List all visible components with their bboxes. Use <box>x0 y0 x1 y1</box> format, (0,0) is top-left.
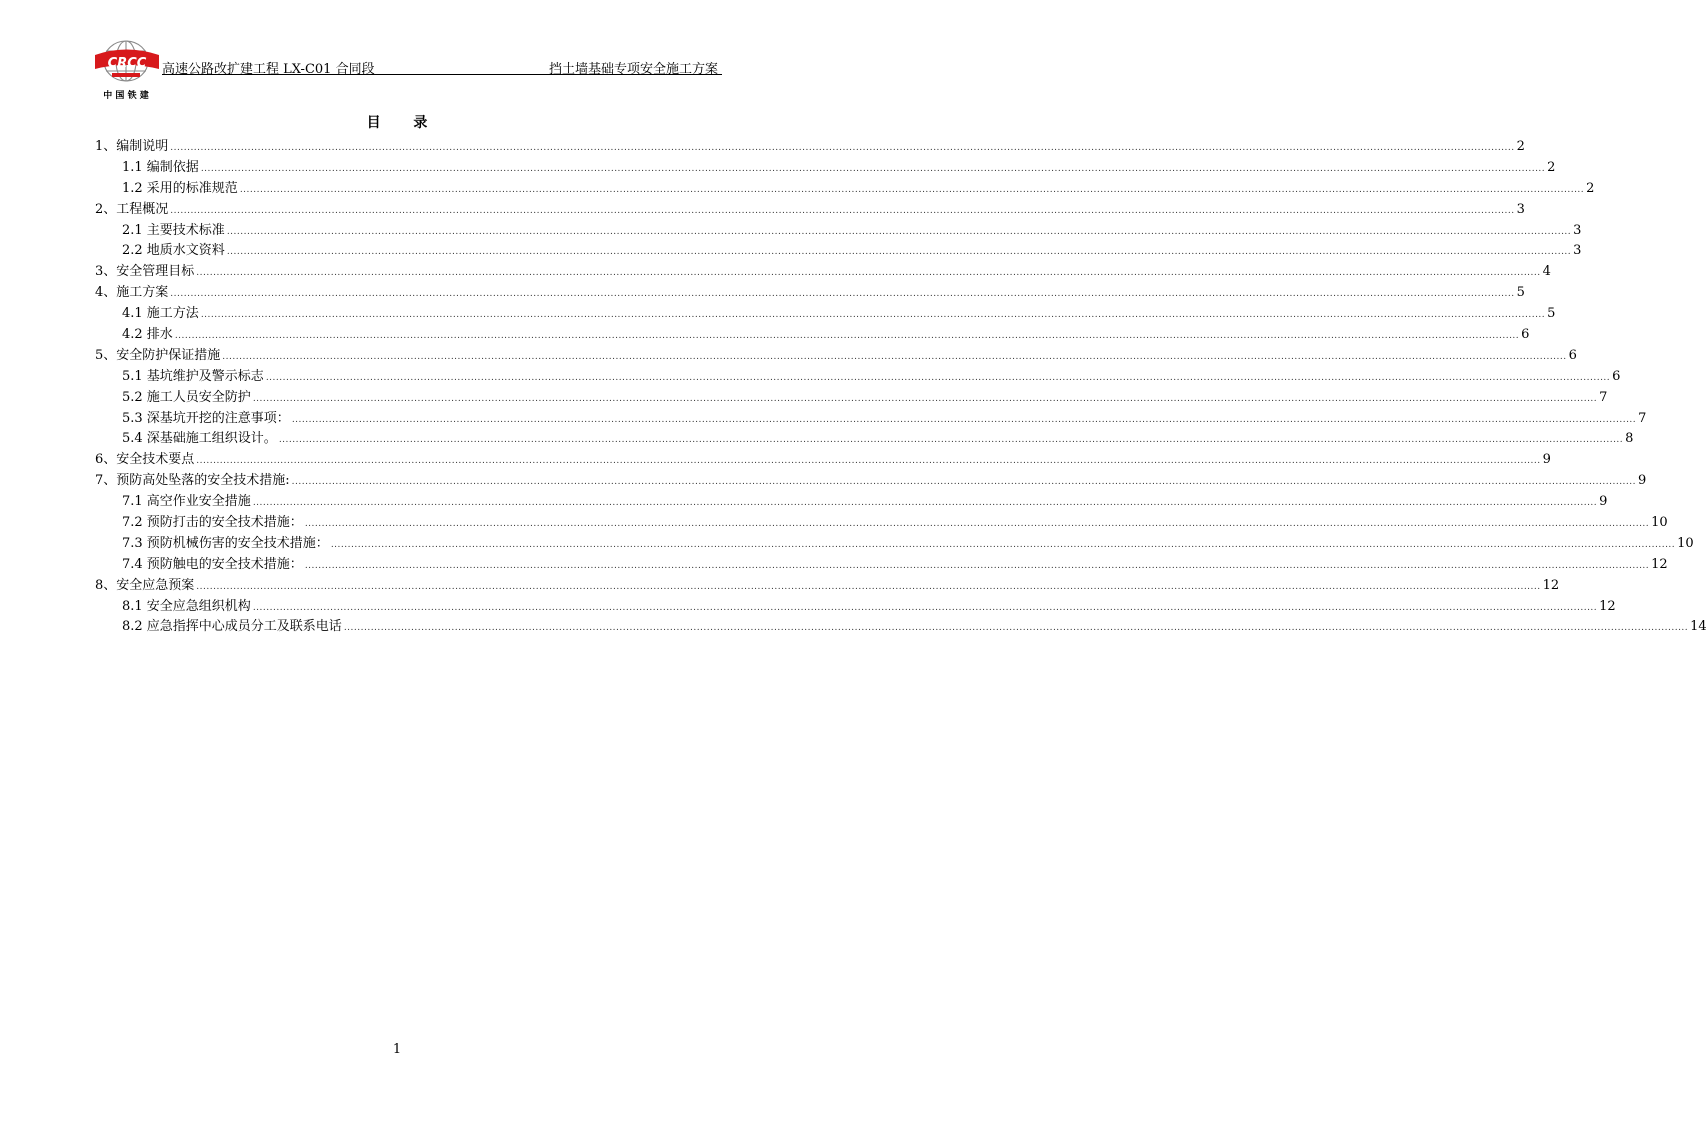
toc-entry-page: 3 <box>1573 222 1582 238</box>
toc-entry-title: 7.2 预防打击的安全技术措施： <box>122 515 303 531</box>
header-divider <box>162 74 722 75</box>
toc-entry-page: 8 <box>1625 431 1634 447</box>
toc-dot-leader: ................................................................................................................................................................................................................................................................................................................................................................................................................ <box>304 560 1650 571</box>
toc-entry-title: 1.1 编制依据 <box>122 159 199 175</box>
toc-entry-title: 5.2 施工人员安全防护 <box>122 389 251 405</box>
logo-text: CRCC <box>107 56 147 71</box>
table-of-contents <box>95 137 1707 638</box>
toc-entry-title: 5、安全防护保证措施 <box>95 347 221 363</box>
toc-entry[interactable] <box>95 388 1608 409</box>
toc-entry[interactable] <box>95 555 1668 576</box>
toc-entry-page: 12 <box>1599 598 1616 614</box>
toc-entry-title: 7、预防高处坠落的安全技术措施: <box>95 473 290 489</box>
toc-entry-title: 4.1 施工方法 <box>122 306 199 322</box>
toc-dot-leader: ................................................................................................................................................................................................................................................................................................................................................................................................................ <box>239 184 1585 195</box>
toc-entry-page: 6 <box>1612 368 1621 384</box>
toc-entry-page: 2 <box>1516 139 1525 154</box>
toc-entry-title: 8.2 应急指挥中心成员分工及联系电话 <box>122 619 342 635</box>
toc-entry-title: 7.1 高空作业安全措施 <box>122 494 251 510</box>
toc-entry[interactable] <box>95 513 1668 534</box>
page-number: 1 <box>392 1042 402 1057</box>
toc-entry-page: 10 <box>1677 535 1694 551</box>
toc-entry-page: 5 <box>1547 306 1556 322</box>
toc-dot-leader: ................................................................................................................................................................................................................................................................................................................................................................................................................ <box>196 268 1541 279</box>
toc-entry-title: 6、安全技术要点 <box>95 452 195 468</box>
toc-entry-page: 7 <box>1599 389 1608 405</box>
toc-entry[interactable] <box>95 325 1530 346</box>
toc-dot-leader: ................................................................................................................................................................................................................................................................................................................................................................................................................ <box>170 205 1515 216</box>
toc-dot-leader: ................................................................................................................................................................................................................................................................................................................................................................................................................ <box>200 310 1546 321</box>
toc-entry-page: 4 <box>1542 264 1551 280</box>
toc-entry-page: 9 <box>1638 473 1647 489</box>
page-header <box>92 38 722 102</box>
toc-entry-title: 1、编制说明 <box>95 139 169 154</box>
toc-dot-leader: ................................................................................................................................................................................................................................................................................................................................................................................................................ <box>252 393 1598 404</box>
header-project-name: 高速公路改扩建工程 LX-C01 合同段 <box>162 62 375 77</box>
toc-dot-leader: ................................................................................................................................................................................................................................................................................................................................................................................................................ <box>343 623 1689 634</box>
toc-entry-title: 1.2 采用的标准规范 <box>122 180 238 196</box>
toc-entry-title: 4.2 排水 <box>122 327 173 343</box>
toc-dot-leader: ................................................................................................................................................................................................................................................................................................................................................................................................................ <box>291 414 1637 425</box>
toc-entry[interactable] <box>95 450 1551 471</box>
toc-entry-title: 8.1 安全应急组织机构 <box>122 598 251 614</box>
toc-entry-title: 2、工程概况 <box>95 201 169 217</box>
toc-dot-leader: ................................................................................................................................................................................................................................................................................................................................................................................................................ <box>222 351 1567 362</box>
toc-entry[interactable] <box>95 262 1551 283</box>
toc-entry-page: 9 <box>1542 452 1551 468</box>
toc-entry[interactable] <box>95 346 1577 367</box>
toc-entry-page: 3 <box>1516 201 1525 217</box>
toc-dot-leader: ................................................................................................................................................................................................................................................................................................................................................................................................................ <box>170 143 1515 153</box>
toc-dot-leader: ................................................................................................................................................................................................................................................................................................................................................................................................................ <box>304 519 1650 530</box>
toc-entry-page: 12 <box>1542 577 1560 593</box>
toc-entry[interactable] <box>95 137 1525 158</box>
toc-entry-page: 7 <box>1638 410 1647 426</box>
toc-entry-page: 2 <box>1586 180 1595 196</box>
toc-entry-title: 7.3 预防机械伤害的安全技术措施： <box>122 535 329 551</box>
toc-entry[interactable] <box>95 367 1621 388</box>
toc-dot-leader: ................................................................................................................................................................................................................................................................................................................................................................................................................ <box>265 372 1611 383</box>
toc-entry[interactable] <box>95 409 1647 430</box>
toc-entry[interactable] <box>95 576 1560 597</box>
toc-dot-leader: ................................................................................................................................................................................................................................................................................................................................................................................................................ <box>330 539 1676 550</box>
toc-entry[interactable] <box>95 241 1582 262</box>
toc-entry-title: 5.4 深基础施工组织设计。 <box>122 431 277 447</box>
toc-entry-page: 5 <box>1516 285 1525 301</box>
toc-entry-page: 3 <box>1573 243 1582 259</box>
toc-dot-leader: ................................................................................................................................................................................................................................................................................................................................................................................................................ <box>200 163 1546 174</box>
toc-dot-leader: ................................................................................................................................................................................................................................................................................................................................................................................................................ <box>226 247 1572 258</box>
toc-entry-title: 8、安全应急预案 <box>95 577 195 593</box>
toc-entry-page: 9 <box>1599 494 1608 510</box>
toc-entry-page: 14 <box>1690 619 1707 635</box>
crcc-logo-icon <box>92 38 162 102</box>
toc-title: 目 录 <box>366 115 442 131</box>
toc-dot-leader: ................................................................................................................................................................................................................................................................................................................................................................................................................ <box>174 331 1520 342</box>
toc-entry[interactable] <box>95 304 1556 325</box>
toc-entry[interactable] <box>95 179 1595 200</box>
toc-entry-title: 2.2 地质水文资料 <box>122 243 225 259</box>
toc-entry-page: 6 <box>1568 347 1577 363</box>
toc-dot-leader: ................................................................................................................................................................................................................................................................................................................................................................................................................ <box>278 435 1624 446</box>
toc-dot-leader: ................................................................................................................................................................................................................................................................................................................................................................................................................ <box>252 498 1598 509</box>
toc-entry[interactable] <box>95 471 1647 492</box>
toc-entry[interactable] <box>95 221 1582 242</box>
toc-dot-leader: ................................................................................................................................................................................................................................................................................................................................................................................................................ <box>291 477 1636 488</box>
toc-entry[interactable] <box>95 534 1694 555</box>
toc-entry[interactable] <box>95 617 1707 638</box>
toc-dot-leader: ................................................................................................................................................................................................................................................................................................................................................................................................................ <box>252 602 1598 613</box>
toc-entry-page: 6 <box>1521 327 1530 343</box>
toc-entry[interactable] <box>95 283 1525 304</box>
toc-entry-page: 12 <box>1651 556 1668 572</box>
toc-entry-title: 7.4 预防触电的安全技术措施： <box>122 556 303 572</box>
toc-entry-title: 4、施工方案 <box>95 285 169 301</box>
toc-entry[interactable] <box>95 492 1608 513</box>
toc-dot-leader: ................................................................................................................................................................................................................................................................................................................................................................................................................ <box>226 226 1572 237</box>
header-document-title: 挡土墙基础专项安全施工方案 <box>548 62 718 77</box>
toc-entry-page: 2 <box>1547 159 1556 175</box>
toc-entry-title: 5.3 深基坑开挖的注意事项： <box>122 410 290 426</box>
toc-entry-page: 10 <box>1651 515 1668 531</box>
toc-entry-title: 3、安全管理目标 <box>95 264 195 280</box>
logo-caption: 中 国 铁 建 <box>103 91 149 101</box>
toc-entry-title: 2.1 主要技术标准 <box>122 222 225 238</box>
toc-entry[interactable] <box>95 429 1634 450</box>
toc-dot-leader: ................................................................................................................................................................................................................................................................................................................................................................................................................ <box>196 456 1541 467</box>
toc-dot-leader: ................................................................................................................................................................................................................................................................................................................................................................................................................ <box>170 289 1515 300</box>
toc-entry-title: 5.1 基坑维护及警示标志 <box>122 368 264 384</box>
toc-entry[interactable] <box>95 200 1525 221</box>
toc-entry[interactable] <box>95 158 1556 179</box>
toc-dot-leader: ................................................................................................................................................................................................................................................................................................................................................................................................................ <box>196 581 1541 592</box>
toc-entry[interactable] <box>95 597 1616 618</box>
